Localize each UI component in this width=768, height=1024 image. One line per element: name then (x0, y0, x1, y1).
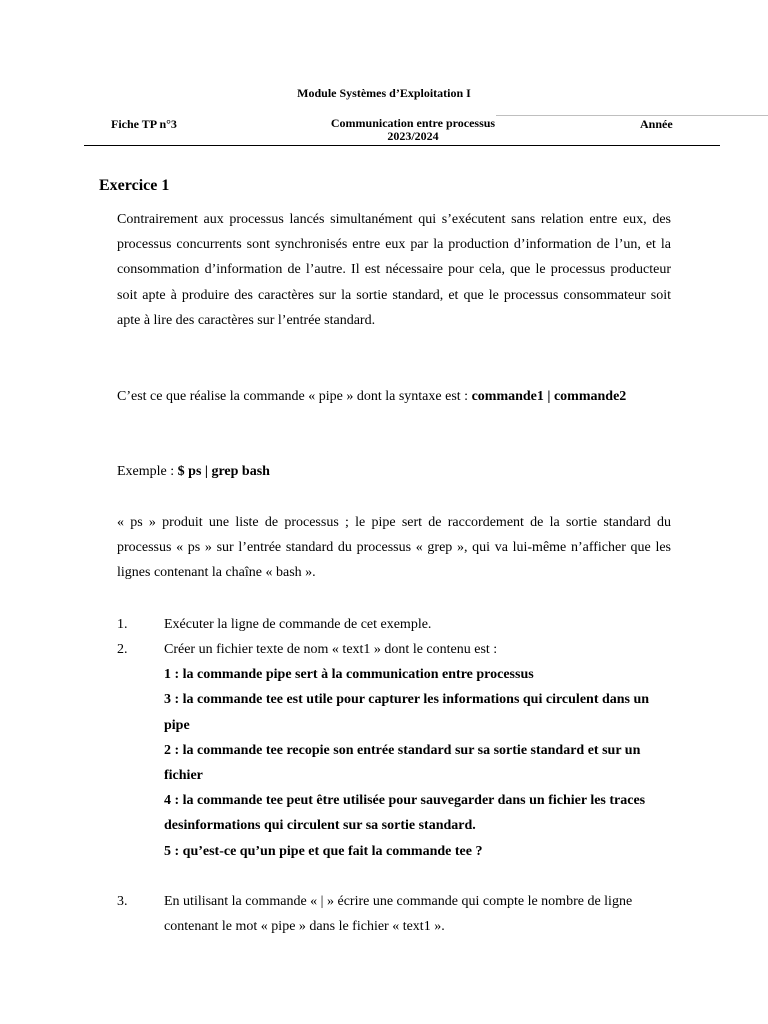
file-line: 4 : la commande tee peut être utilisée pour sauvegarder dans un fichier les traces desinformations qui circulent sur sa sortie standard. (164, 793, 646, 834)
question-1 (117, 612, 671, 637)
file-line: 5 : qu’est-ce qu’un pipe et que fait la commande tee ? (164, 843, 483, 859)
module-title: Module Systèmes d’Exploitation I (297, 86, 471, 100)
file-line: 2 : la commande tee recopie son entrée standard sur sa sortie standard et sur un fichier (164, 742, 641, 784)
sheet-number: Fiche TP n°3 (111, 117, 177, 131)
year-label: Année (640, 117, 673, 131)
file-content (164, 662, 671, 864)
question-number: 1. (117, 617, 128, 632)
file-line: 3 : la commande tee est utile pour capturer les informations qui circulent dans un pipe (164, 692, 650, 733)
exercise-title: Exercice 1 (99, 177, 170, 194)
example-paragraph (117, 459, 671, 484)
syntax-text: C’est ce que réalise la commande « pipe » dont la syntaxe est : (117, 389, 472, 404)
question-text: Exécuter la ligne de commande de cet exemple. (164, 617, 432, 632)
intro-paragraph: Contrairement aux processus lancés simultanément qui s’exécutent sans relation entre eux, des processus concurrents sont synchronisés entre eux par la production d’information de l’un, et la consommation d’information de l’autre. Il est nécessaire pour cela, que le processus producteur soit apte à produire des caractères sur la sortie standard, et que le processus consommateur soit apte à lire des caractères sur l’entrée standard. (117, 212, 671, 328)
header-divider-bottom (84, 145, 720, 146)
question-text: Créer un fichier texte de nom « text1 » dont le contenu est : (164, 642, 498, 657)
syntax-command: commande1 | commande2 (471, 389, 627, 404)
question-text: En utilisant la commande « | » écrire une commande qui compte le nombre de ligne contenant le mot « pipe » dans le fichier « text1 ». (164, 894, 633, 935)
explanation-paragraph: « ps » produit une liste de processus ; le pipe sert de raccordement de la sortie standard du processus « ps » sur l’entrée standard du processus « grep », qui va lui-même n’afficher que les lignes contenant la chaîne « bash ». (117, 515, 671, 581)
question-number: 2. (117, 642, 128, 657)
subject-block (298, 117, 528, 143)
question-2 (117, 637, 671, 864)
example-label: Exemple : (117, 464, 178, 479)
question-3 (117, 889, 671, 939)
header-divider-top (496, 115, 768, 116)
syntax-paragraph (117, 384, 671, 409)
question-number: 3. (117, 894, 128, 909)
academic-year: 2023/2024 (387, 129, 439, 143)
subject-title: Communication entre processus (330, 116, 496, 130)
question-body (164, 637, 671, 864)
example-command: $ ps | grep bash (177, 464, 270, 479)
file-line: 1 : la commande pipe sert à la communication entre processus (164, 667, 534, 683)
